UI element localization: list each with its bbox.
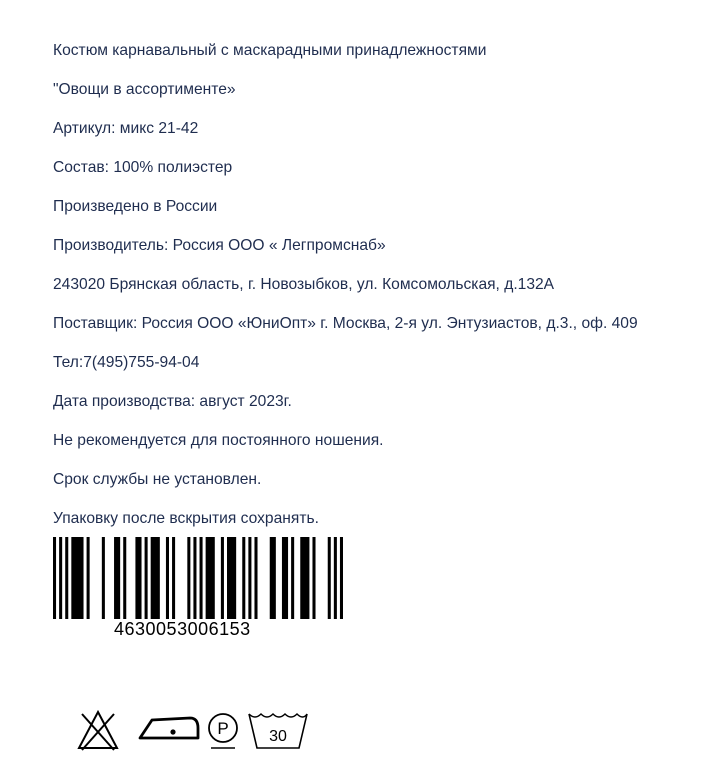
wash-temperature: 30 [269, 728, 287, 745]
manufacturer-address: 243020 Брянская область, г. Новозыбков, ул. Комсомольская, д.132А [53, 276, 555, 293]
barcode-bar [166, 537, 169, 619]
barcode-bar [254, 537, 257, 619]
barcode-bar [242, 537, 245, 619]
dry-clean-icon [207, 708, 241, 754]
usage-warning: Не рекомендуется для постоянного ношения. [53, 432, 384, 449]
production-date: Дата производства: август 2023г. [53, 393, 292, 410]
barcode-bar [145, 537, 148, 619]
barcode-bar [248, 537, 251, 619]
iron-low-temp-icon [138, 708, 202, 754]
country-of-origin: Произведено в России [53, 198, 218, 215]
barcode-bar [312, 537, 315, 619]
barcode-bar [193, 537, 196, 619]
barcode-bar [71, 537, 83, 619]
barcode-bar [291, 537, 294, 619]
barcode-bar [200, 537, 203, 619]
product-subtitle: "Овощи в ассортименте» [53, 81, 236, 98]
barcode-bar [206, 537, 215, 619]
barcode-bar [114, 537, 120, 619]
product-title: Костюм карнавальный с маскарадными принадлежностями [53, 42, 487, 59]
supplier: Поставщик: Россия ООО «ЮниОпт» г. Москва, 2-я ул. Энтузиастов, д.3., оф. 409 [53, 315, 638, 332]
barcode-bar [172, 537, 175, 619]
barcode-bar [87, 537, 90, 619]
service-life: Срок службы не установлен. [53, 471, 262, 488]
barcode [53, 537, 343, 619]
manufacturer: Производитель: Россия ООО « Легпромснаб» [53, 237, 386, 254]
barcode-bar [221, 537, 224, 619]
barcode-bar [59, 537, 62, 619]
dry-clean-letter: P [217, 719, 229, 738]
barcode-bar [340, 537, 343, 619]
barcode-bar [102, 537, 105, 619]
barcode-bar [328, 537, 331, 619]
wash-30-icon [247, 708, 309, 754]
no-bleach-icon [76, 708, 120, 754]
phone: Тел:7(495)755-94-04 [53, 354, 200, 371]
barcode-bar [270, 537, 276, 619]
barcode-bar [227, 537, 236, 619]
barcode-bar [334, 537, 337, 619]
barcode-bar [300, 537, 309, 619]
barcode-bar [151, 537, 160, 619]
article-number: Артикул: микс 21-42 [53, 120, 199, 137]
barcode-bar [135, 537, 141, 619]
packaging-note: Упаковку после вскрытия сохранять. [53, 510, 319, 527]
label-text-block [53, 31, 638, 538]
composition: Состав: 100% полиэстер [53, 159, 233, 176]
barcode-bar [65, 537, 68, 619]
barcode-number: 4630053006153 [114, 619, 251, 639]
barcode-bar [282, 537, 288, 619]
barcode-bar [53, 537, 56, 619]
barcode-bar [123, 537, 126, 619]
barcode-bar [187, 537, 190, 619]
